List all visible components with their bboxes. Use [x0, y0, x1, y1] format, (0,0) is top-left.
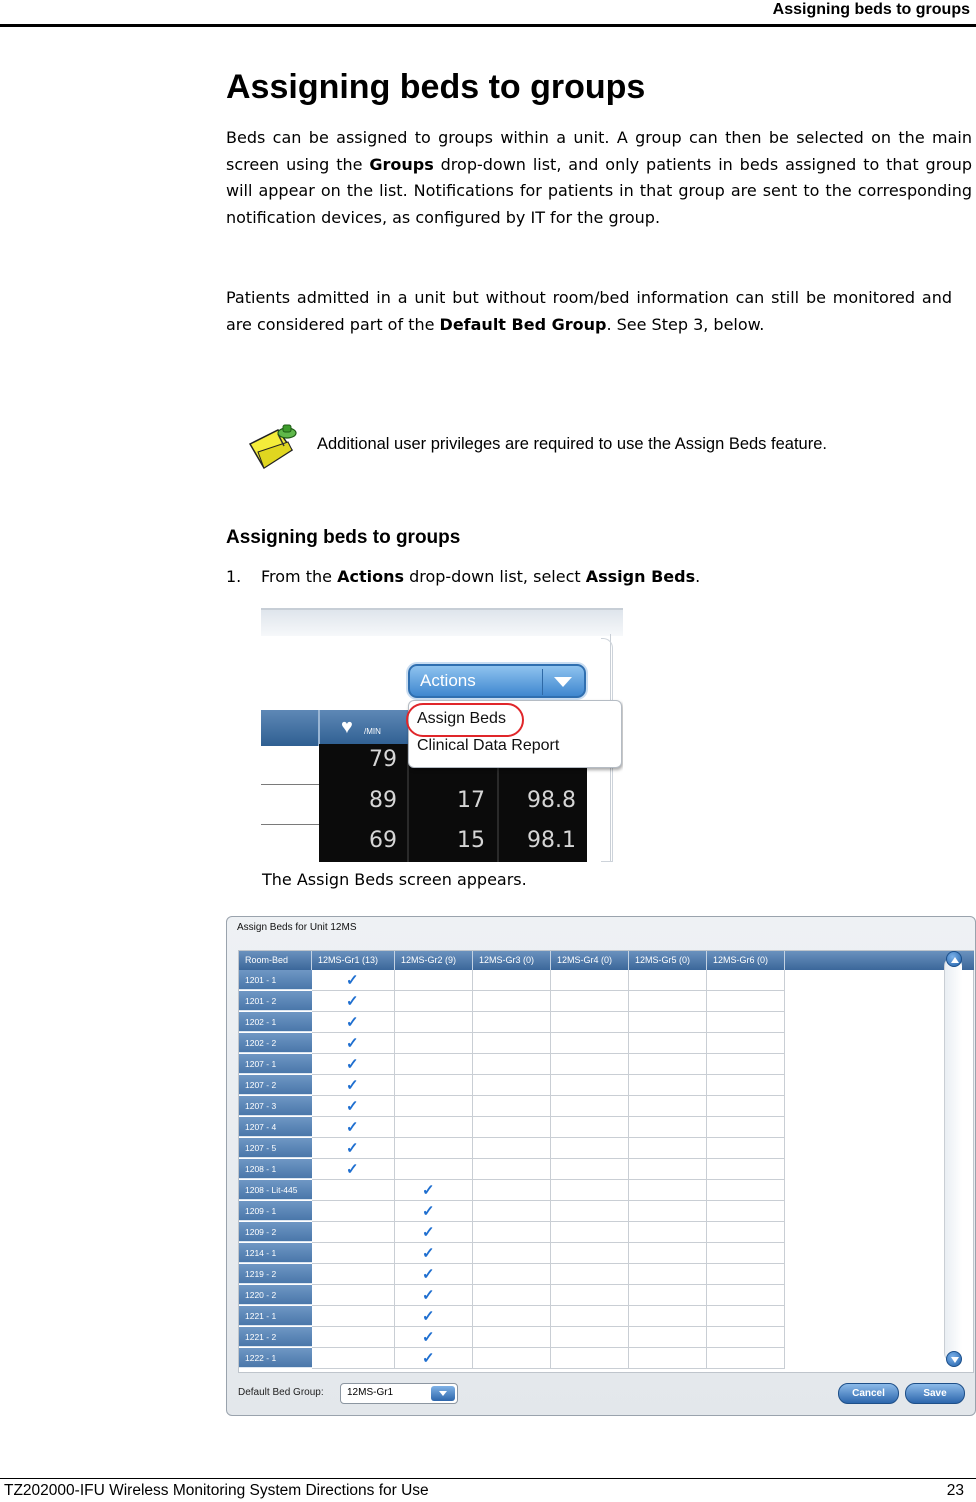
- room-bed-cell: 1208 - 1: [239, 1159, 312, 1179]
- room-bed-cell: 1221 - 1: [239, 1306, 312, 1326]
- assignment-cell[interactable]: [473, 1285, 551, 1306]
- assignment-cell[interactable]: [707, 1096, 785, 1117]
- assignment-cell[interactable]: [707, 1285, 785, 1306]
- chevron-down-icon: [550, 674, 576, 690]
- assignment-cell[interactable]: [629, 1117, 707, 1138]
- step-number: 1.: [226, 567, 242, 586]
- assignment-cell[interactable]: [395, 1054, 473, 1075]
- assignment-cell[interactable]: [707, 1201, 785, 1222]
- assignment-cell[interactable]: [395, 1117, 473, 1138]
- room-bed-cell: 1202 - 1: [239, 1012, 312, 1032]
- checkmark-icon: ✓: [422, 1224, 435, 1241]
- checkmark-icon: ✓: [346, 1119, 359, 1136]
- page-title: Assigning beds to groups: [226, 68, 646, 106]
- vital-value: 69: [369, 828, 397, 853]
- menu-item-assign-beds[interactable]: Assign Beds: [417, 710, 506, 727]
- room-bed-cell: 1220 - 2: [239, 1285, 312, 1305]
- assign-beds-screenshot: [226, 916, 976, 1416]
- assignment-cell[interactable]: [312, 1180, 395, 1201]
- assignment-cell[interactable]: [395, 1327, 473, 1348]
- column-header-group: 12MS-Gr6 (0): [707, 951, 785, 970]
- assignment-cell[interactable]: [312, 970, 395, 991]
- assignment-cell[interactable]: [707, 1222, 785, 1243]
- checkmark-icon: ✓: [422, 1245, 435, 1262]
- assignment-cell[interactable]: [551, 1327, 629, 1348]
- actions-menu-screenshot: [261, 608, 623, 862]
- table-header-row: [239, 951, 974, 970]
- screenshot-top-band: [261, 608, 623, 636]
- assignment-cell[interactable]: [551, 1348, 629, 1369]
- checkmark-icon: ✓: [346, 1014, 359, 1031]
- room-bed-cell: 1209 - 2: [239, 1222, 312, 1242]
- column-header-group: 12MS-Gr1 (13): [312, 951, 395, 970]
- column-header-group: 12MS-Gr4 (0): [551, 951, 629, 970]
- heart-rate-unit: /MIN: [364, 727, 381, 736]
- room-bed-cell: 1208 - Lit-445: [239, 1180, 312, 1200]
- scroll-down-icon[interactable]: [946, 1351, 962, 1367]
- grid-header-separator: [318, 710, 320, 746]
- assignment-cell[interactable]: [707, 1075, 785, 1096]
- checkmark-icon: ✓: [346, 1077, 359, 1094]
- assignment-cell[interactable]: [707, 1306, 785, 1327]
- room-bed-cell: 1207 - 1: [239, 1054, 312, 1074]
- room-bed-cell: 1201 - 1: [239, 970, 312, 990]
- assignment-cell[interactable]: [312, 1222, 395, 1243]
- assignment-cell[interactable]: [629, 1264, 707, 1285]
- assignment-cell[interactable]: [707, 970, 785, 991]
- assignment-cell[interactable]: [707, 1264, 785, 1285]
- room-bed-cell: 1202 - 2: [239, 1033, 312, 1053]
- footer-rule: [0, 1478, 976, 1479]
- room-bed-cell: 1214 - 1: [239, 1243, 312, 1263]
- room-bed-cell: 1201 - 2: [239, 991, 312, 1011]
- assignment-cell[interactable]: [473, 1075, 551, 1096]
- assignment-cell[interactable]: [395, 1159, 473, 1180]
- assignment-cell[interactable]: [707, 1117, 785, 1138]
- default-bed-group-label: Default Bed Group:: [238, 1387, 324, 1398]
- assignment-cell[interactable]: [629, 991, 707, 1012]
- assignment-cell[interactable]: [312, 1033, 395, 1054]
- room-bed-cell: 1207 - 4: [239, 1117, 312, 1137]
- assignment-cell[interactable]: [473, 1054, 551, 1075]
- assignment-cell[interactable]: [551, 1159, 629, 1180]
- assignment-cell[interactable]: [551, 1243, 629, 1264]
- scrollbar[interactable]: [944, 957, 962, 1362]
- highlight-oval: [406, 703, 524, 737]
- step-1-text: From the Actions drop-down list, select Assign Beds.: [261, 567, 701, 586]
- assignment-cell[interactable]: [629, 1285, 707, 1306]
- assignment-cell[interactable]: [312, 1201, 395, 1222]
- assignment-cell[interactable]: [395, 1243, 473, 1264]
- column-header-group: 12MS-Gr5 (0): [629, 951, 707, 970]
- assignment-cell[interactable]: [395, 1285, 473, 1306]
- assignment-cell[interactable]: [473, 1033, 551, 1054]
- scroll-up-icon[interactable]: [946, 951, 962, 967]
- assignment-cell[interactable]: [551, 1222, 629, 1243]
- assign-beds-title: Assign Beds for Unit 12MS: [237, 922, 357, 933]
- assignment-cell[interactable]: [312, 1012, 395, 1033]
- assignment-cell[interactable]: [707, 991, 785, 1012]
- assignment-cell[interactable]: [395, 1096, 473, 1117]
- checkmark-icon: ✓: [422, 1266, 435, 1283]
- assignment-cell[interactable]: [473, 1264, 551, 1285]
- assignment-cell[interactable]: [395, 1201, 473, 1222]
- checkmark-icon: ✓: [346, 972, 359, 989]
- column-header-group: 12MS-Gr2 (9): [395, 951, 473, 970]
- assignment-cell[interactable]: [312, 1117, 395, 1138]
- assignment-cell[interactable]: [629, 1138, 707, 1159]
- assignment-cell[interactable]: [629, 1075, 707, 1096]
- assignment-cell[interactable]: [707, 1243, 785, 1264]
- assignment-cell[interactable]: [629, 1201, 707, 1222]
- vital-value: 98.8: [527, 788, 576, 813]
- column-header-room-bed: Room-Bed: [239, 951, 312, 970]
- assignment-cell[interactable]: [551, 1054, 629, 1075]
- assignment-cell[interactable]: [473, 1159, 551, 1180]
- assignment-cell[interactable]: [312, 1075, 395, 1096]
- row-divider: [261, 784, 319, 785]
- menu-item-clinical-data-report[interactable]: Clinical Data Report: [417, 737, 560, 754]
- assignment-cell[interactable]: [551, 1117, 629, 1138]
- assignment-cell[interactable]: [312, 1159, 395, 1180]
- assignment-cell[interactable]: [707, 1012, 785, 1033]
- assignment-cell[interactable]: [312, 1054, 395, 1075]
- assignment-cell[interactable]: [629, 1012, 707, 1033]
- assignment-cell[interactable]: [312, 1264, 395, 1285]
- vital-value: 15: [457, 828, 485, 853]
- vital-value: 17: [457, 788, 485, 813]
- vital-value: 98.1: [527, 828, 576, 853]
- checkmark-icon: ✓: [346, 1035, 359, 1052]
- chevron-down-icon: [431, 1386, 455, 1401]
- assignment-cell[interactable]: [629, 1159, 707, 1180]
- checkmark-icon: ✓: [422, 1287, 435, 1304]
- checkmark-icon: ✓: [346, 1056, 359, 1073]
- assignment-cell[interactable]: [707, 1138, 785, 1159]
- assignment-cell[interactable]: [395, 970, 473, 991]
- assignment-cell[interactable]: [312, 1243, 395, 1264]
- assignment-cell[interactable]: [551, 1012, 629, 1033]
- room-bed-cell: 1219 - 2: [239, 1264, 312, 1284]
- room-bed-column: [239, 970, 312, 1372]
- checkmark-icon: ✓: [422, 1182, 435, 1199]
- checkmark-icon: ✓: [346, 1161, 359, 1178]
- assignment-cell[interactable]: [551, 1201, 629, 1222]
- assignment-cell[interactable]: [551, 1033, 629, 1054]
- assignment-cell[interactable]: [629, 1306, 707, 1327]
- default-bed-group-value: 12MS-Gr1: [347, 1387, 394, 1398]
- assignment-cell[interactable]: [312, 1138, 395, 1159]
- assignment-cell[interactable]: [312, 991, 395, 1012]
- running-header: Assigning beds to groups: [772, 1, 970, 18]
- vital-value: 89: [369, 788, 397, 813]
- default-bed-group-select[interactable]: [340, 1383, 458, 1404]
- assignment-cell[interactable]: [312, 1327, 395, 1348]
- checkmark-icon: ✓: [346, 1098, 359, 1115]
- assignment-cell[interactable]: [473, 1180, 551, 1201]
- assignment-cell[interactable]: [473, 1096, 551, 1117]
- note-text: Additional user privileges are required to use the Assign Beds feature.: [317, 435, 827, 453]
- assignment-cell[interactable]: [629, 1348, 707, 1369]
- footer-doc-title: TZ202000-IFU Wireless Monitoring System Directions for Use: [4, 1482, 429, 1499]
- heart-icon: ♥: [341, 716, 353, 738]
- room-bed-cell: 1222 - 1: [239, 1348, 312, 1368]
- section-heading: Assigning beds to groups: [226, 527, 461, 548]
- assignment-cell[interactable]: [473, 1327, 551, 1348]
- column-header-group: 12MS-Gr3 (0): [473, 951, 551, 970]
- assignment-cell[interactable]: [629, 1096, 707, 1117]
- assignment-cell[interactable]: [473, 1012, 551, 1033]
- page-number: 23: [946, 1482, 964, 1499]
- room-bed-cell: 1207 - 3: [239, 1096, 312, 1116]
- assignment-cell[interactable]: [551, 1306, 629, 1327]
- assignment-cell[interactable]: [551, 970, 629, 991]
- assignment-cell[interactable]: [551, 991, 629, 1012]
- assignment-cell[interactable]: [551, 1096, 629, 1117]
- default-group-paragraph: Patients admitted in a unit but without room/bed information can still be monitored and are considered part of the Default Bed Group. See Step 3, below.: [226, 288, 952, 334]
- assignment-cell[interactable]: [473, 1222, 551, 1243]
- assignment-cell[interactable]: [395, 1264, 473, 1285]
- assignment-cell[interactable]: [707, 1327, 785, 1348]
- assignment-cell[interactable]: [395, 991, 473, 1012]
- assignment-cell[interactable]: [629, 1180, 707, 1201]
- assignment-cell[interactable]: [473, 1117, 551, 1138]
- assignment-cell[interactable]: [473, 1306, 551, 1327]
- assignment-cell[interactable]: [629, 970, 707, 991]
- assignment-cell[interactable]: [395, 1012, 473, 1033]
- assignment-cell[interactable]: [312, 1285, 395, 1306]
- assignment-cell[interactable]: [395, 1222, 473, 1243]
- assignment-cell[interactable]: [473, 1138, 551, 1159]
- assignment-cell[interactable]: [395, 1033, 473, 1054]
- checkmark-icon: ✓: [422, 1203, 435, 1220]
- room-bed-cell: 1207 - 2: [239, 1075, 312, 1095]
- assignment-cell[interactable]: [629, 1054, 707, 1075]
- assignment-cell[interactable]: [629, 1033, 707, 1054]
- cancel-button[interactable]: Cancel: [838, 1383, 899, 1404]
- checkmark-icon: ✓: [346, 993, 359, 1010]
- assignment-cell[interactable]: [707, 1180, 785, 1201]
- vital-value: 79: [369, 747, 397, 772]
- room-bed-cell: 1221 - 2: [239, 1327, 312, 1347]
- assignment-cell[interactable]: [473, 991, 551, 1012]
- save-button[interactable]: Save: [905, 1383, 965, 1404]
- actions-separator: [542, 669, 543, 695]
- row-divider: [261, 824, 319, 825]
- assignment-cell[interactable]: [395, 1075, 473, 1096]
- assignment-cell[interactable]: [551, 1180, 629, 1201]
- checkmark-icon: ✓: [422, 1350, 435, 1367]
- checkmark-icon: ✓: [346, 1140, 359, 1157]
- assignment-cell[interactable]: [395, 1180, 473, 1201]
- note-pin-icon: [248, 422, 302, 472]
- assignment-cell[interactable]: [551, 1285, 629, 1306]
- assignment-cell[interactable]: [473, 1201, 551, 1222]
- actions-dropdown[interactable]: [408, 664, 586, 698]
- assignment-cell[interactable]: [707, 1159, 785, 1180]
- room-bed-cell: 1209 - 1: [239, 1201, 312, 1221]
- assignment-cell[interactable]: [707, 1348, 785, 1369]
- assignment-cell[interactable]: [395, 1138, 473, 1159]
- assignment-cell[interactable]: [312, 1348, 395, 1369]
- checkmark-icon: ✓: [422, 1308, 435, 1325]
- assignment-cell[interactable]: [395, 1306, 473, 1327]
- header-rule: [0, 24, 976, 27]
- assignment-cell[interactable]: [629, 1327, 707, 1348]
- assignment-cell[interactable]: [629, 1243, 707, 1264]
- assignment-cell[interactable]: [551, 1264, 629, 1285]
- assignment-cell[interactable]: [629, 1222, 707, 1243]
- actions-label: Actions: [420, 671, 476, 690]
- assignment-cell[interactable]: [312, 1096, 395, 1117]
- assignment-cell[interactable]: [551, 1138, 629, 1159]
- assignment-cell[interactable]: [395, 1348, 473, 1369]
- assignment-cell[interactable]: [707, 1054, 785, 1075]
- assignment-cell[interactable]: [707, 1033, 785, 1054]
- checkmark-icon: ✓: [422, 1329, 435, 1346]
- room-bed-cell: 1207 - 5: [239, 1138, 312, 1158]
- assignment-cell[interactable]: [473, 1348, 551, 1369]
- caption: The Assign Beds screen appears.: [262, 870, 527, 889]
- assign-beds-table: [238, 950, 974, 1373]
- assignment-cell[interactable]: [551, 1075, 629, 1096]
- assignment-cell[interactable]: [473, 970, 551, 991]
- assignment-cell[interactable]: [473, 1243, 551, 1264]
- assignment-cell[interactable]: [312, 1306, 395, 1327]
- intro-paragraph: Beds can be assigned to groups within a unit. A group can then be selected on the main screen using the Groups drop-down list, and only patients in beds assigned to that group will appear on the list. Notifications for patients in that group are sent to the corresponding notification devices, as configured by IT for the group.: [226, 128, 973, 227]
